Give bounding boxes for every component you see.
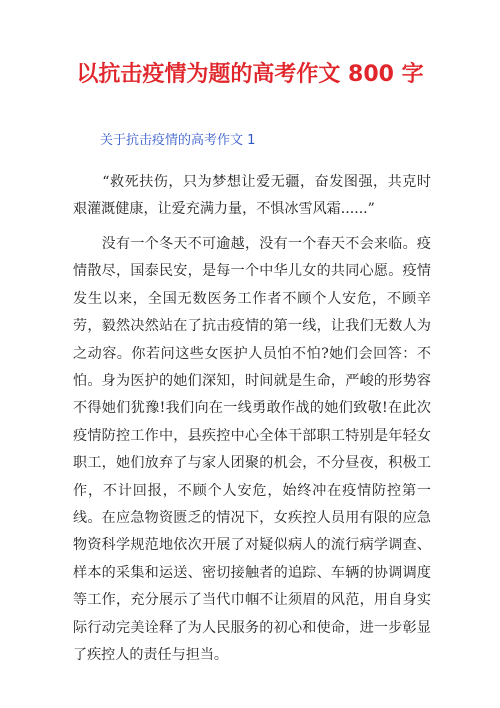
paragraph-intro-quote: “救死扶伤，只为梦想让爱无疆，奋发图强，共克时艰灌溉健康，让爱充满力量，不惧冰雪风霜......” (73, 174, 431, 218)
essay-subtitle: 关于抗击疫情的高考作文 1 (100, 133, 256, 148)
paragraph-body: 没有一个冬天不可逾越，没有一个春天不会来临。疫情散尽，国泰民安，是每一个中华儿女的共同心愿。疫情发生以来，全国无数医务工作者不顾个人安危，不顾辛劳，毅然决然站在了抗击疫情的第一线，让我们无数人为之动容。你若问这些女医护人员怕不怕?她们会回答：不怕。身为医护的她们深知，时间就是生命，严峻的形势容不得她们犹豫!我们向在一线勇敢作战的她们致敬!在此次疫情防控工作中，县疾控中心全体干部职工特别是年轻女职工，她们放弃了与家人团聚的机会，不分昼夜，积极工作，不计回报，不顾个人安危，始终冲在疫情防控第一线。在应急物资匮乏的情况下，女疾控人员用有限的应急物资科学规范地依次开展了对疑似病人的流行病学调查、样本的采集和运送、密切接触者的追踪、车辆的协调调度等工作，充分展示了当代巾帼不让须眉的风范，用自身实际行动完美诠释了为人民服务的初心和使命，进一步彰显了疾控人的责任与担当。 (73, 236, 431, 664)
document-title: 以抗击疫情为题的高考作文 800 字 (76, 62, 424, 87)
